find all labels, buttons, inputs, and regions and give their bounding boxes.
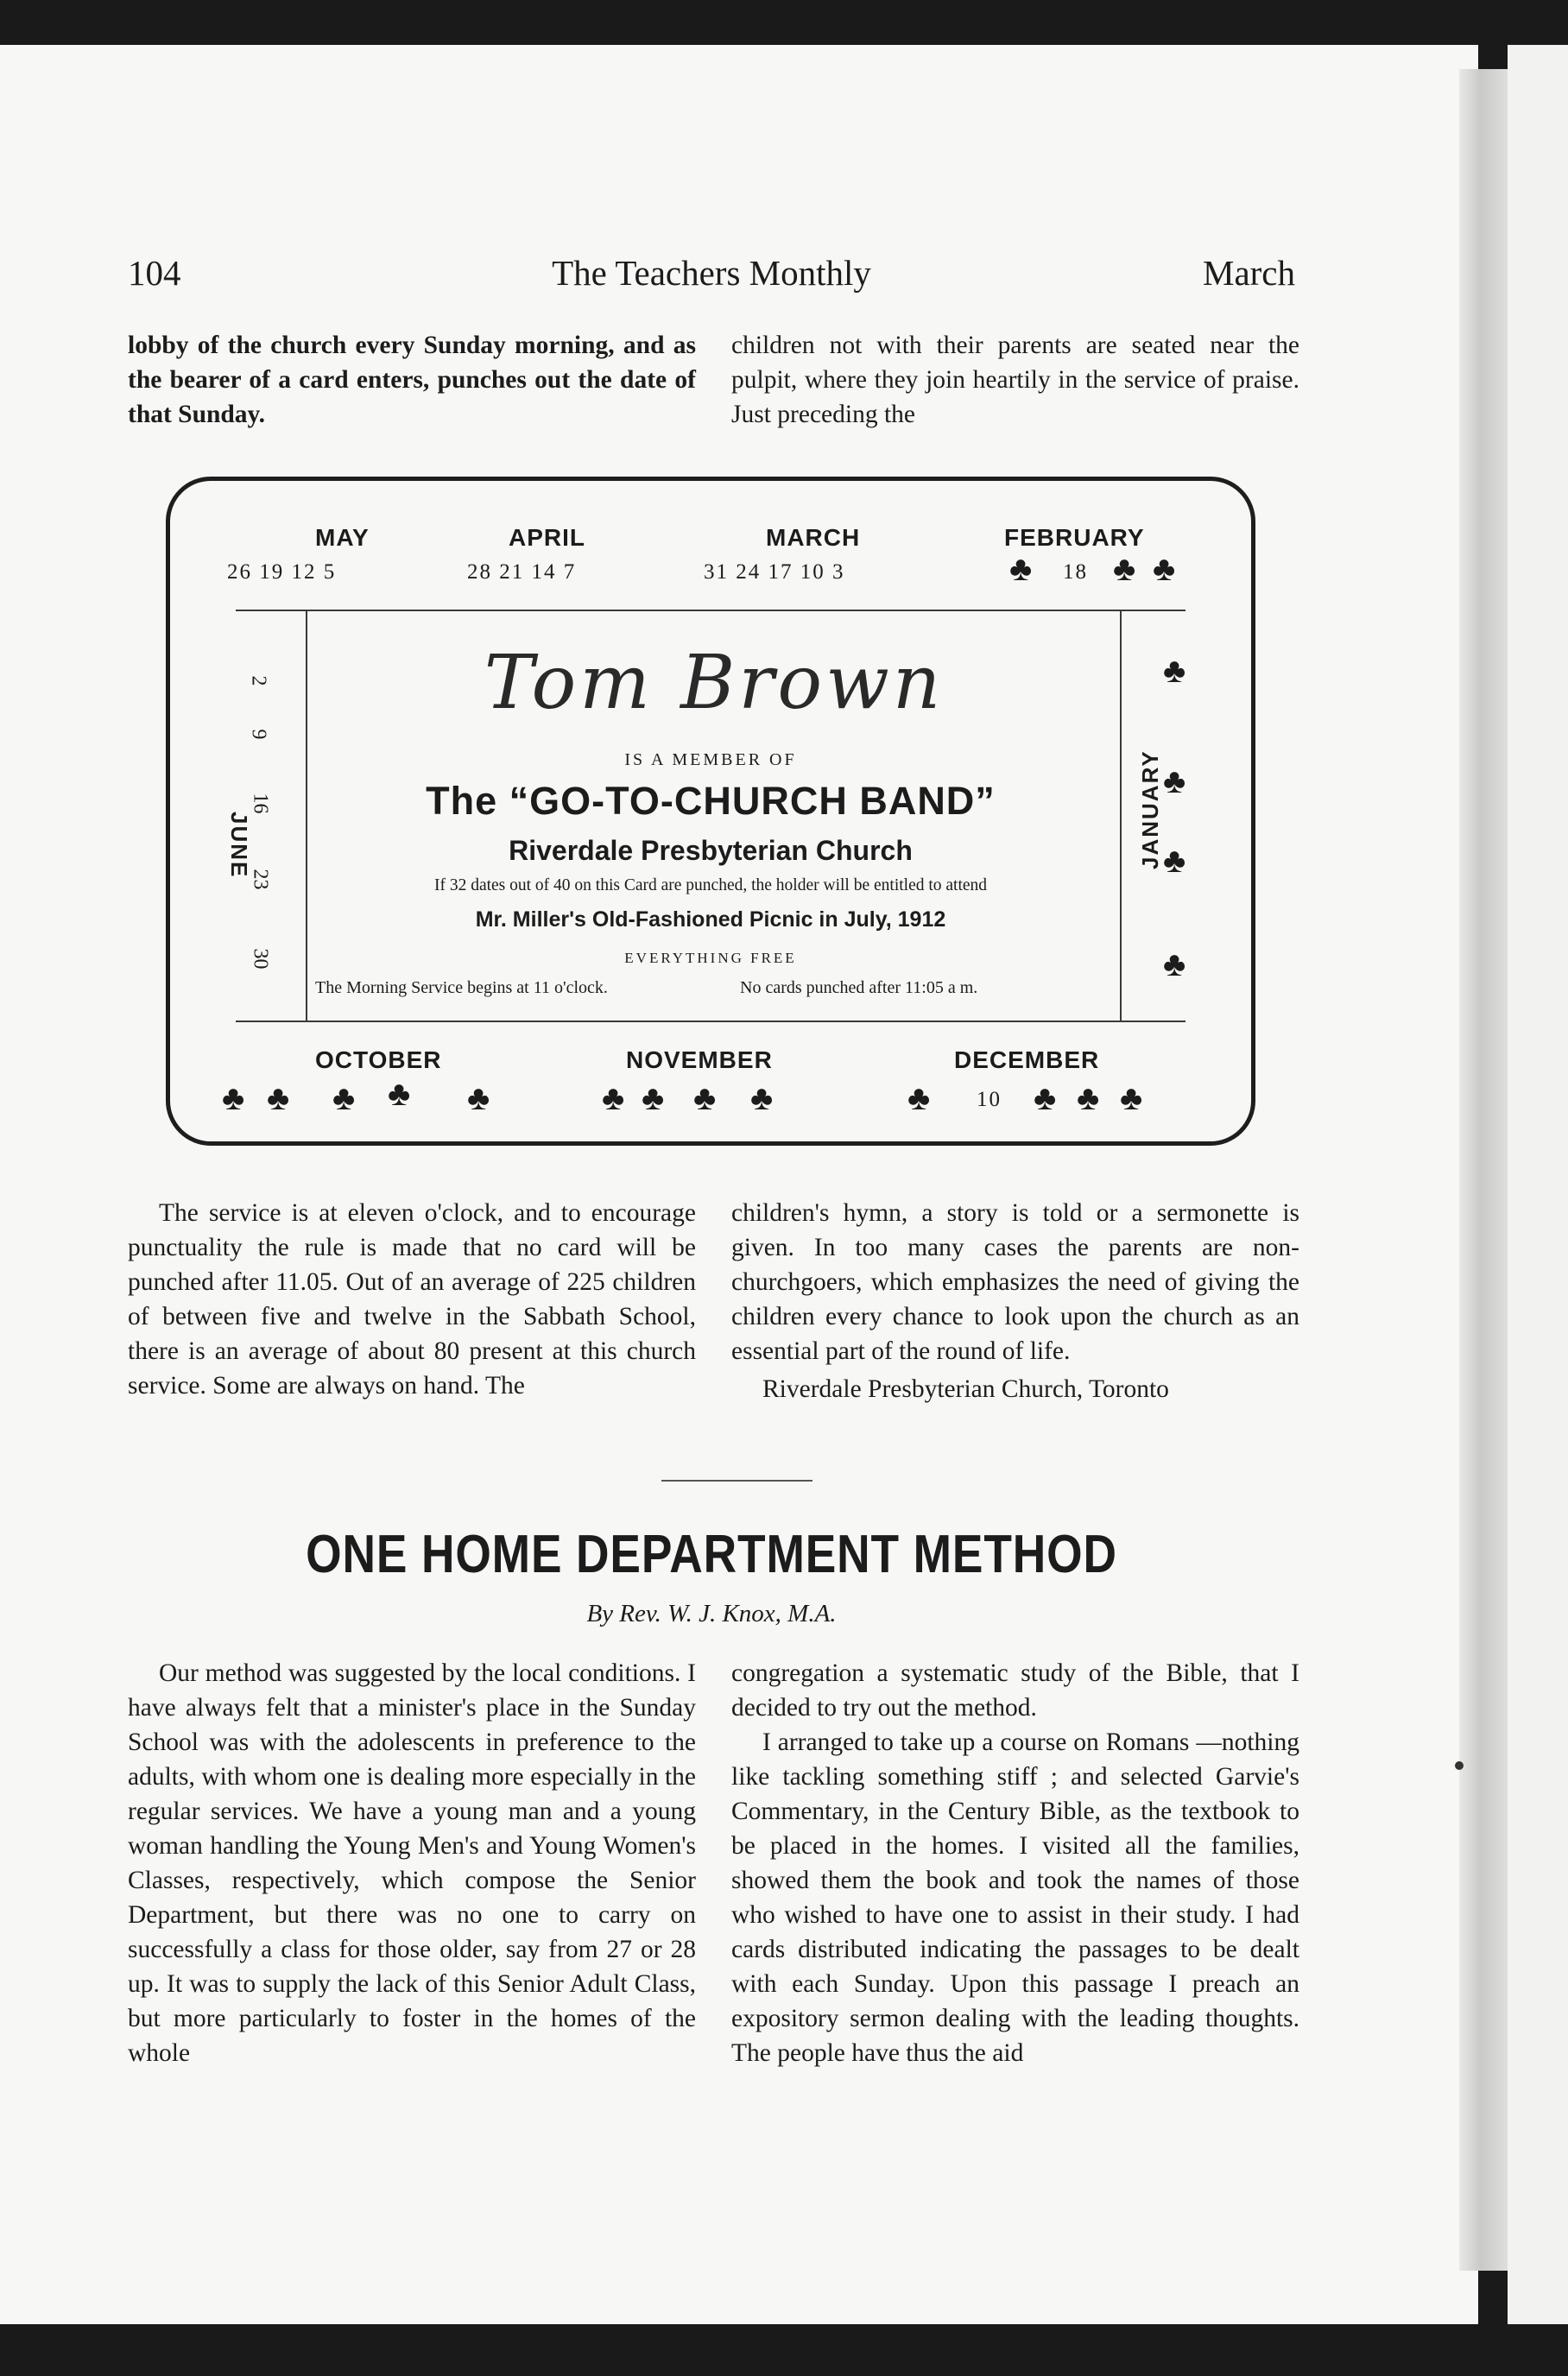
article-left-column (128, 1656, 696, 2070)
punch-deadline-line: No cards punched after 11:05 a m. (740, 978, 978, 997)
membership-card (166, 477, 1255, 1146)
punch-mark-icon: ♣ (1077, 1079, 1100, 1117)
member-line: IS A MEMBER OF (624, 750, 797, 769)
top-left-column (128, 328, 696, 432)
card-bottom-rule (236, 1021, 1185, 1022)
punch-mark-icon: ♣ (907, 1079, 931, 1117)
punch-mark-icon: ♣ (332, 1079, 356, 1117)
month-january: JANUARY (1137, 749, 1163, 869)
june-date: 23 (249, 869, 272, 890)
running-header (128, 252, 1295, 295)
middle-left-column (128, 1196, 696, 1403)
paragraph: congregation a systematic study of the Bible, that I decided to try out the method. (731, 1659, 1299, 1722)
june-date: 2 (247, 675, 270, 686)
month-may: MAY (315, 524, 370, 551)
paragraph: Our method was suggested by the local conditions. I have always felt that a minister's place in the Sunday School was with the adolescents in preference to the adults, with whom one is dealing more especially in the regular services. We have a young man and a young woman handling the Young Men's and Young Women's Classes, respectively, which compose the Senior Department, but there was no one to carry on successfully a class for those older, say from 27 or 28 up. It was to supply the lack of this Senior Adult Class, but more particularly to foster in the homes of the whole (128, 1659, 696, 2067)
book-spine-shadow (1459, 69, 1508, 2271)
paragraph: lobby of the church every Sunday morning, and as the bearer of a card enters, punches out the date of that Sunday. (128, 332, 696, 428)
dates-may: 26 19 12 5 (227, 560, 337, 584)
free-line: EVERYTHING FREE (624, 950, 797, 966)
page-edge (1508, 45, 1568, 2324)
month-april: APRIL (509, 524, 585, 551)
paragraph: I arranged to take up a course on Romans —nothing like tackling something stiff ; and selected Garvie's Commentary, in the Century Bible, as the textbook to be placed in the homes. I visited all the families, showed them the book and took the names of those who wished to have one to assist in their study. I had cards distributed indicating the passages to be dealt with each Sunday. Upon this passage I preach an expository sermon dealing with the leading thoughts. The people have thus the aid (731, 1728, 1299, 2067)
dates-march: 31 24 17 10 3 (704, 560, 845, 584)
punch-mark-icon: ♣ (642, 1079, 665, 1117)
service-time-line: The Morning Service begins at 11 o'clock. (315, 978, 608, 997)
month-june: JUNE (226, 812, 252, 879)
church-name: Riverdale Presbyterian Church (509, 835, 913, 866)
paragraph: children not with their parents are seated near the pulpit, where they join heartily in the service of praise. Just preceding the (731, 332, 1299, 428)
paragraph: children's hymn, a story is told or a sermonette is given. In too many cases the parents are non-churchgoers, which emphasizes the need of giving the children every chance to look upon the church as an essential part of the round of life. (731, 1199, 1299, 1365)
band-name: The “GO-TO-CHURCH BAND” (426, 779, 996, 823)
issue-month: March (1202, 253, 1295, 293)
page-number: 104 (128, 253, 181, 293)
punch-mark-icon: ♣ (1163, 842, 1186, 880)
punch-mark-icon: ♣ (267, 1079, 290, 1117)
month-february: FEBRUARY (1004, 524, 1145, 551)
article-right-column (731, 1656, 1299, 2070)
month-november: NOVEMBER (626, 1046, 773, 1073)
punch-mark-icon: ♣ (1009, 550, 1033, 588)
punch-mark-icon: ♣ (1120, 1079, 1143, 1117)
punch-mark-icon: ♣ (1153, 550, 1176, 588)
dates-december: 10 (977, 1088, 1002, 1111)
rule-line: If 32 dates out of 40 on this Card are punched, the holder will be entitled to attend (433, 876, 988, 894)
punch-mark-icon: ♣ (467, 1079, 490, 1117)
punch-mark-icon: ♣ (1034, 1079, 1057, 1117)
punch-mark-icon: ♣ (1163, 762, 1186, 800)
card-top-rule (236, 610, 1185, 611)
punch-mark-icon: ♣ (388, 1075, 411, 1113)
punch-mark-icon: ♣ (1163, 945, 1186, 983)
punch-mark-icon: ♣ (693, 1079, 717, 1117)
punch-mark-icon: ♣ (602, 1079, 625, 1117)
section-divider (661, 1480, 812, 1482)
top-right-column (731, 328, 1299, 432)
punch-mark-icon: ♣ (1163, 652, 1186, 690)
picnic-line: Mr. Miller's Old-Fashioned Picnic in July, 1912 (475, 907, 946, 932)
punch-mark-icon: ♣ (1113, 550, 1136, 588)
punch-mark-icon: ♣ (222, 1079, 245, 1117)
month-march: MARCH (766, 524, 861, 551)
month-december: DECEMBER (954, 1046, 1100, 1073)
june-date: 9 (247, 729, 270, 740)
article-signature: Riverdale Presbyterian Church, Toronto (762, 1375, 1169, 1403)
punch-mark-icon: ♣ (750, 1079, 774, 1117)
june-date: 16 (249, 793, 272, 814)
member-signature: Tom Brown (484, 640, 945, 726)
paragraph: The service is at eleven o'clock, and to encourage punctuality the rule is made that no card will be punched after 11.05. Out of an average of 225 children of between five and twelve in the Sabbath School, there is an average of about 80 present at this church service. Some are always on hand. The (128, 1199, 696, 1400)
month-october: OCTOBER (315, 1046, 442, 1073)
margin-speck (1455, 1761, 1464, 1770)
june-date: 30 (249, 948, 272, 970)
article-title: ONE HOME DEPARTMENT METHOD (306, 1525, 1117, 1584)
journal-title: The Teachers Monthly (552, 253, 871, 293)
article-byline: By Rev. W. J. Knox, M.A. (586, 1600, 837, 1627)
middle-right-column (731, 1196, 1299, 1406)
dates-february: 18 (1063, 560, 1088, 584)
dates-april: 28 21 14 7 (467, 560, 577, 584)
